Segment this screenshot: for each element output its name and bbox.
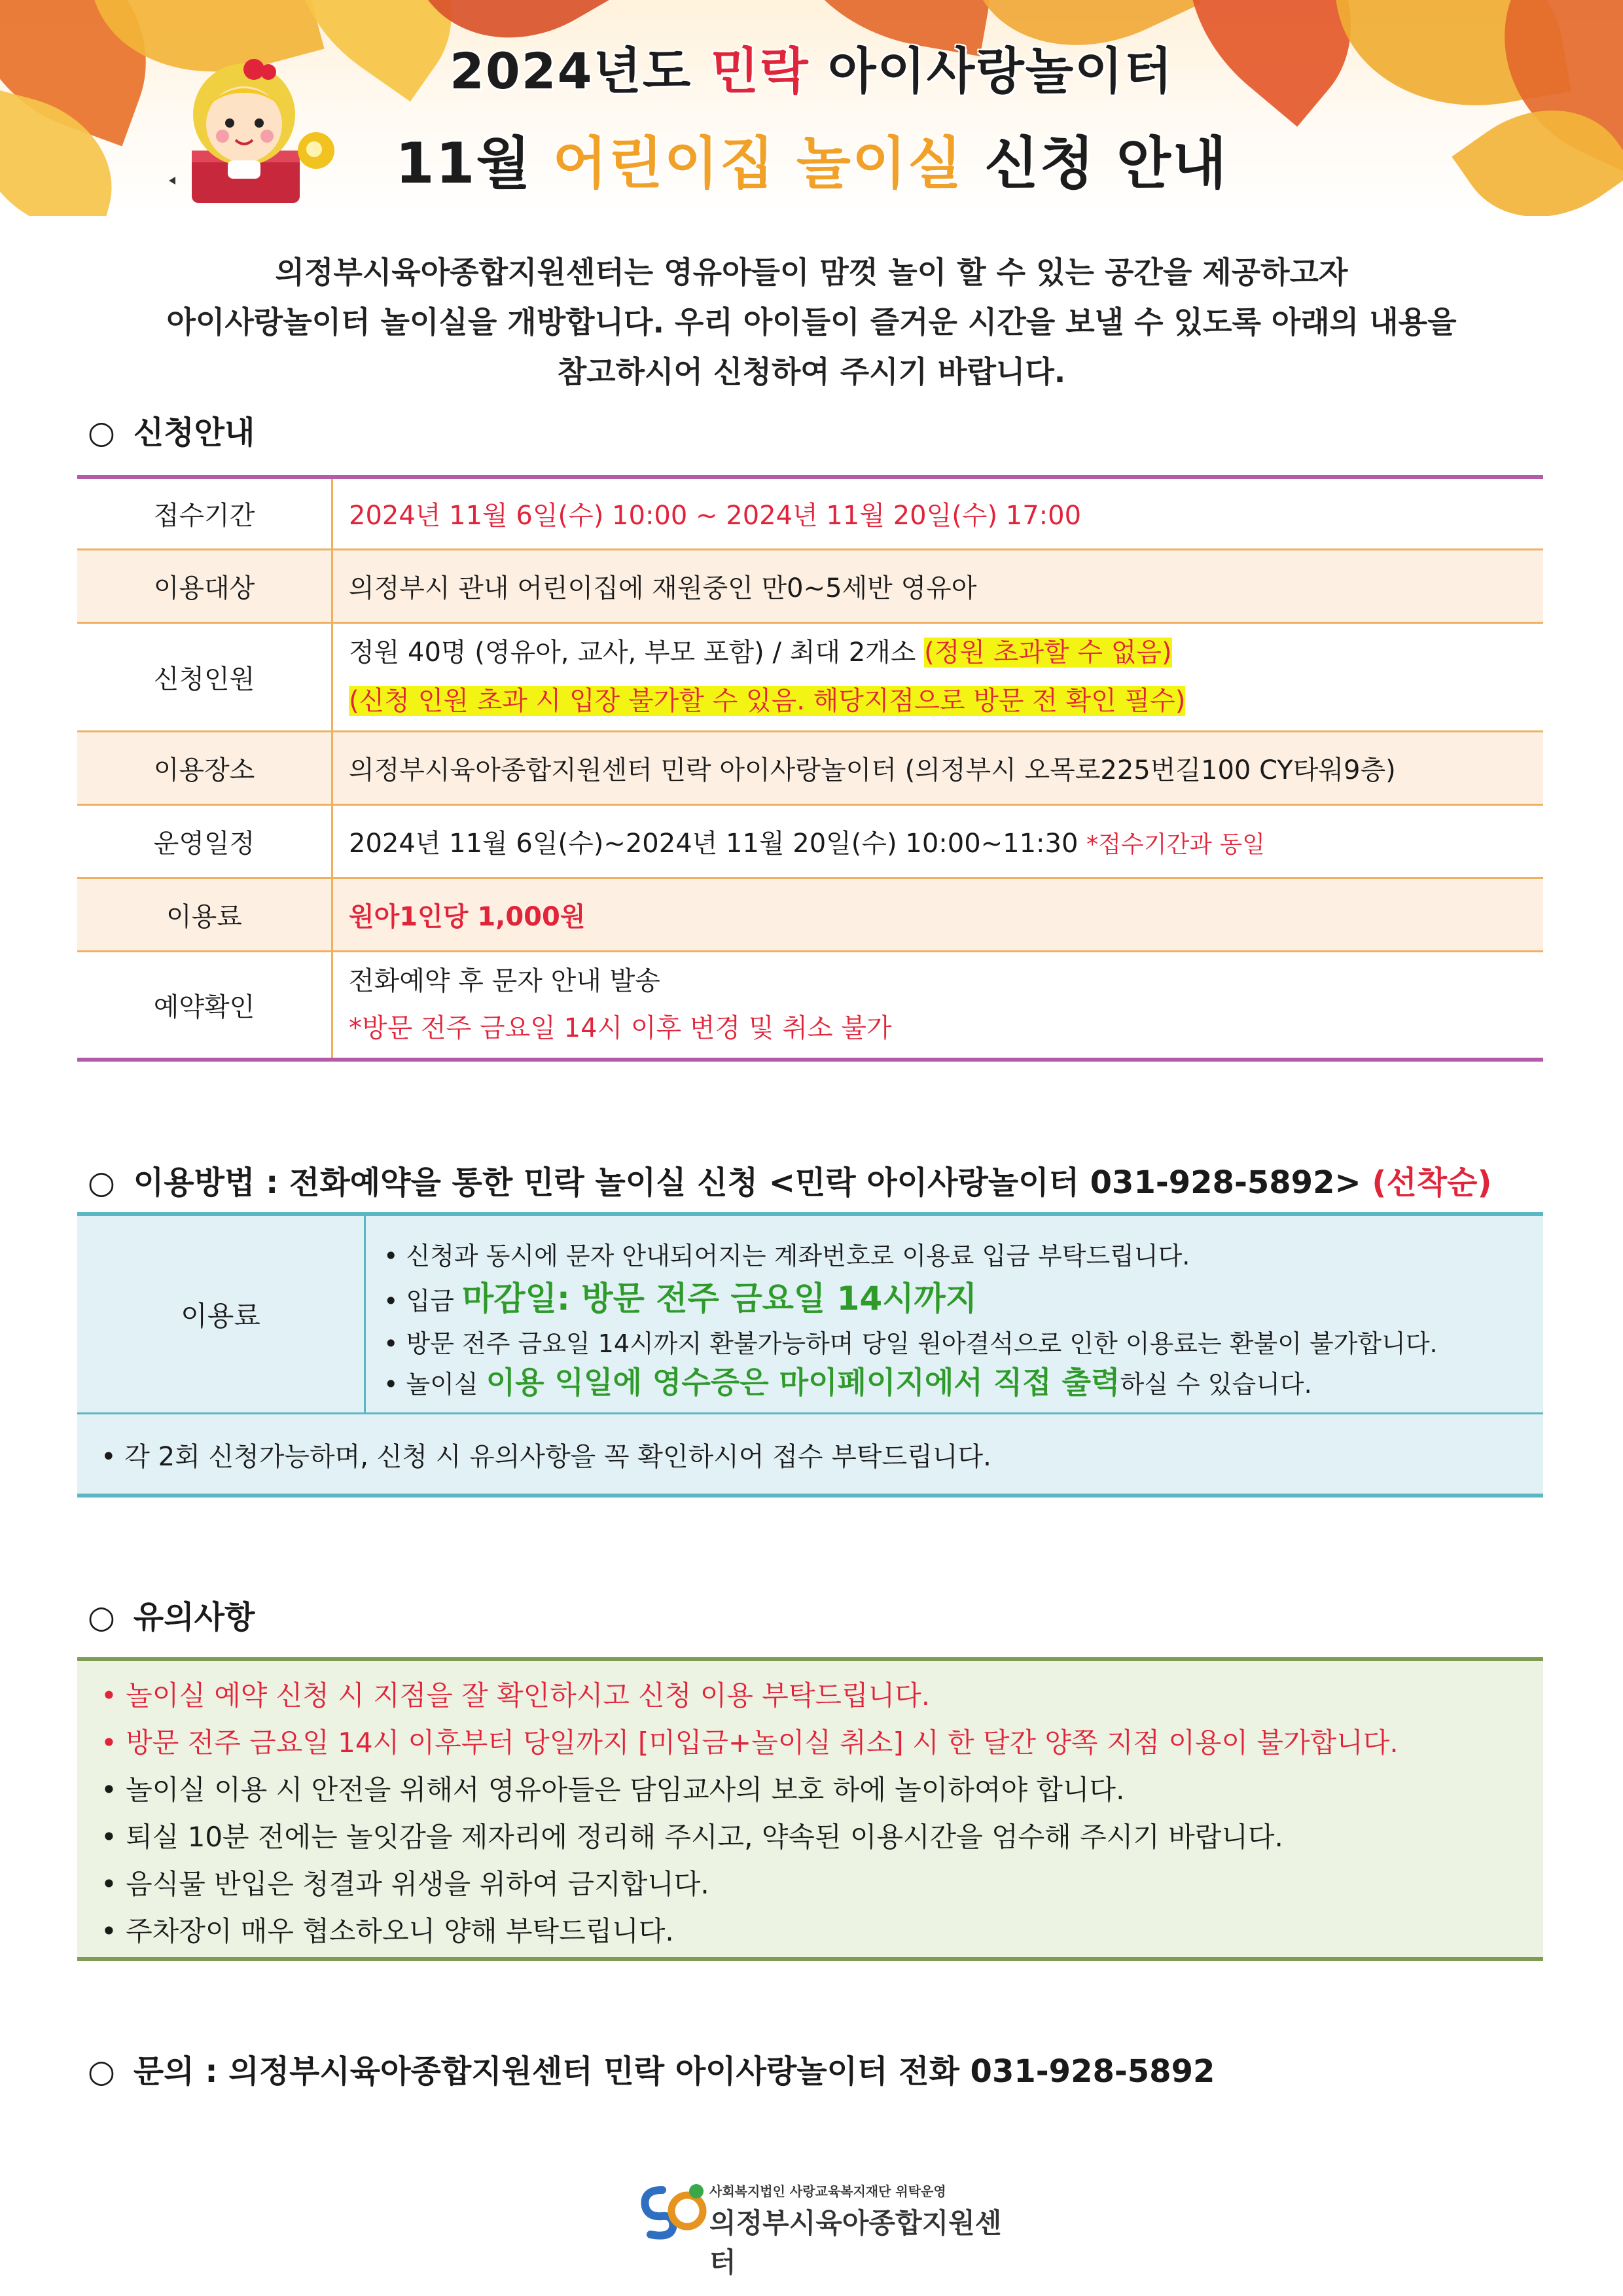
row-value: 정원 40명 (영유아, 교사, 부모 포함) / 최대 2개소 (정원 초과할 수 없음) (신청 인원 초과 시 입장 불가할 수 있음. 해당지점으로 방문 전 확인 필수) [332, 622, 1544, 731]
table-row [77, 878, 1543, 951]
caution-item: • 놀이실 이용 시 안전을 위해서 영유아들은 담임교사의 보호 하에 놀이하여야 합니다. [101, 1774, 1125, 1806]
row-value: 전화예약 후 문자 안내 발송 *방문 전주 금요일 14시 이후 변경 및 취소 불가 [332, 951, 1544, 1060]
caution-item: • 퇴실 10분 전에는 놀잇감을 제자리에 정리해 주시고, 약속된 이용시간을 엄수해 주시기 바랍니다. [101, 1821, 1283, 1853]
intro-line: 아이사랑놀이터 놀이실을 개방합니다. 우리 아이들이 즐거운 시간을 보낼 수 있도록 아래의 내용을 [166, 304, 1457, 340]
row-value: 의정부시육아종합지원센터 민락 아이사랑놀이터 (의정부시 오목로225번길100 CY타워9층) [332, 731, 1544, 804]
section-heading-contact: ○ 문의 : 의정부시육아종합지원센터 민락 아이사랑놀이터 전화 031-928-5892 [88, 2053, 1215, 2090]
row-label: 이용장소 [77, 731, 332, 804]
row-label: 이용료 [77, 878, 332, 951]
application-info-table [77, 475, 1543, 1062]
highlighted-note: (신청 인원 초과 시 입장 불가할 수 있음. 해당지점으로 방문 전 확인 필수) [349, 686, 1186, 716]
header-banner [0, 0, 1623, 216]
usage-bullet: • 놀이실 이용 익일에 영수증은 마이페이지에서 직접 출력하실 수 있습니다. [383, 1365, 1312, 1400]
table-row [77, 622, 1543, 731]
caution-item: • 주차장이 매우 협소하오니 양해 부탁드립니다. [101, 1915, 674, 1947]
highlighted-note: (정원 초과할 수 없음) [924, 637, 1172, 668]
intro-paragraph [92, 247, 1531, 397]
usage-bullet: • 신청과 동시에 문자 안내되어지는 계좌번호로 이용료 입금 부탁드립니다. [383, 1242, 1190, 1270]
intro-line: 의정부시육아종합지원센터는 영유아들이 맘껏 놀이 할 수 있는 공간을 제공하고자 [275, 255, 1348, 290]
center-logo [636, 2173, 1003, 2278]
usage-label: 이용료 [77, 1216, 366, 1412]
row-label: 운영일정 [77, 804, 332, 878]
table-row [77, 477, 1543, 549]
row-value: 2024년 11월 6일(수) 10:00 ~ 2024년 11월 20일(수) 17:00 [349, 501, 1082, 531]
table-row [77, 951, 1543, 1060]
table-row [77, 804, 1543, 878]
usage-method-box [77, 1212, 1543, 1498]
usage-note: • 각 2회 신청가능하며, 신청 시 유의사항을 꼭 확인하시어 접수 부탁드립니다. [101, 1442, 991, 1472]
caution-box [77, 1657, 1543, 1961]
row-value: 2024년 11월 6일(수)~2024년 11월 20일(수) 10:00~11:30 *접수기간과 동일 [332, 804, 1544, 878]
schedule-note: *접수기간과 동일 [1086, 831, 1266, 858]
row-label: 이용대상 [77, 549, 332, 622]
caution-item: • 음식물 반입은 청결과 위생을 위하여 금지합니다. [101, 1868, 709, 1900]
row-value: 원아1인당 1,000원 [332, 878, 1544, 951]
circle-bullet-icon: ○ [88, 2053, 115, 2090]
circle-bullet-icon: ○ [88, 1164, 115, 1201]
row-label: 신청인원 [77, 622, 332, 731]
row-label: 접수기간 [77, 477, 332, 549]
logo-name: 의정부시육아종합지원센터 [709, 2207, 1002, 2278]
table-row [77, 549, 1543, 622]
page-title-line2: 11월 어린이집 놀이실 신청 안내 [395, 131, 1228, 196]
divider [77, 1412, 1543, 1414]
usage-bullet: • 방문 전주 금요일 14시까지 환불가능하며 당일 원아결석으로 인한 이용료는 환불이 불가합니다. [383, 1329, 1438, 1358]
section-heading-apply: ○ 신청안내 [88, 414, 255, 451]
caution-item: • 놀이실 예약 신청 시 지점을 잘 확인하시고 신청 이용 부탁드립니다. [101, 1679, 931, 1712]
section-heading-caution: ○ 유의사항 [88, 1599, 255, 1636]
row-value: 의정부시 관내 어린이집에 재원중인 만0~5세반 영유아 [332, 549, 1544, 622]
circle-bullet-icon: ○ [88, 414, 115, 451]
section-heading-usage: ○ 이용방법 : 전화예약을 통한 민락 놀이실 신청 <민락 아이사랑놀이터 031-928-5892> (선착순) [88, 1164, 1492, 1201]
circle-bullet-icon: ○ [88, 1599, 115, 1636]
caution-item: • 방문 전주 금요일 14시 이후부터 당일까지 [미입금+놀이실 취소] 시 한 달간 양쪽 지점 이용이 불가합니다. [101, 1727, 1399, 1759]
center-logo-icon [636, 2177, 708, 2242]
table-row [77, 731, 1543, 804]
page-title-line1: 2024년도 민락 아이사랑놀이터 [449, 42, 1174, 100]
row-label: 예약확인 [77, 951, 332, 1060]
intro-line: 참고하시어 신청하여 주시기 바랍니다. [557, 354, 1066, 389]
logo-subtext: 사회복지법인 사랑교육복지재단 위탁운영 [709, 2183, 946, 2199]
usage-bullet: • 입금 마감일: 방문 전주 금요일 14시까지 [383, 1280, 978, 1318]
